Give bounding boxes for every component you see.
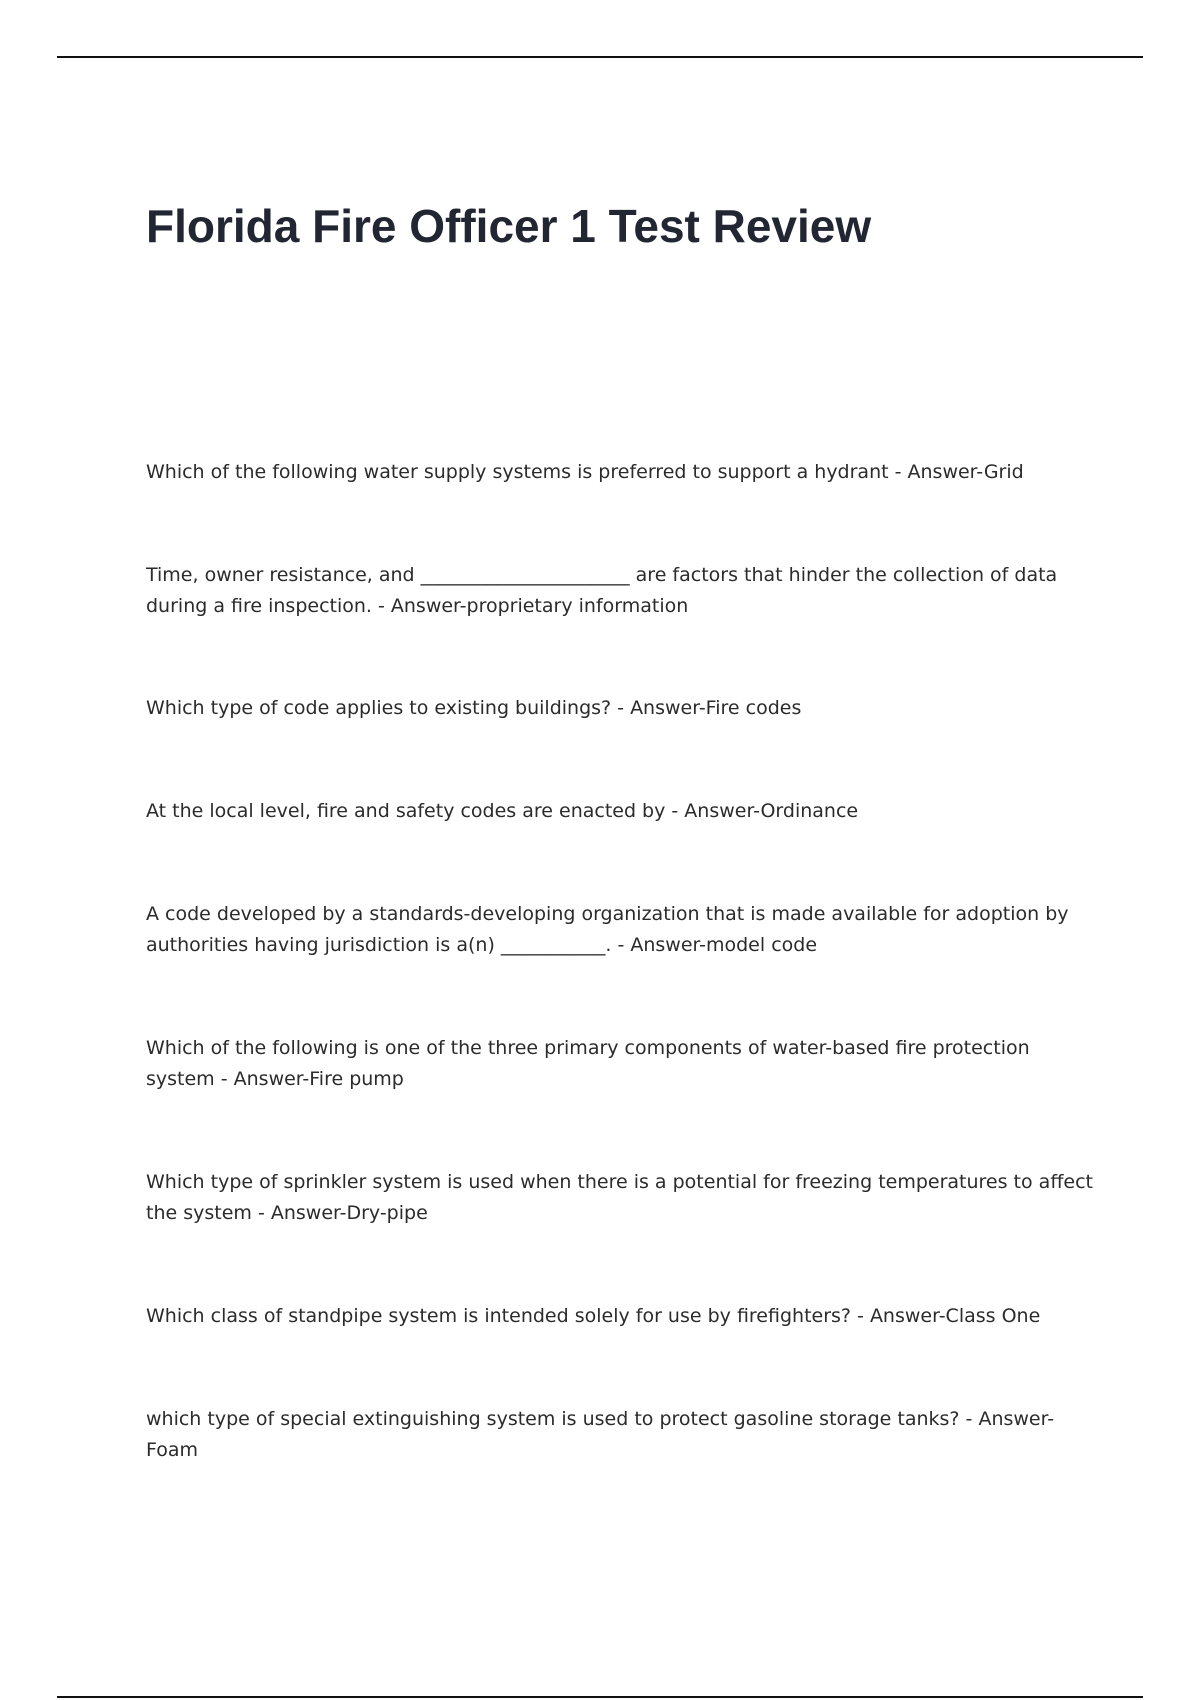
qa-item-1: Which of the following water supply systems is preferred to support a hydrant - Answer-Grid [146, 461, 1024, 483]
qa-item-3: Which type of code applies to existing buildings? - Answer-Fire codes [146, 697, 802, 719]
qa-item-2: Time, owner resistance, and ______________________ are factors that hinder the collection of data during a fire inspection. - Answer-proprietary information [146, 564, 1058, 617]
bottom-divider [57, 1696, 1143, 1698]
qa-item-8: Which class of standpipe system is intended solely for use by firefighters? - Answer-Class One [146, 1305, 1041, 1327]
top-divider [57, 56, 1143, 58]
qa-item-6: Which of the following is one of the three primary components of water-based fire protection system - Answer-Fire pump [146, 1037, 1030, 1090]
qa-item-9: which type of special extinguishing system is used to protect gasoline storage tanks? - Answer-Foam [146, 1408, 1055, 1461]
qa-item-4: At the local level, fire and safety codes are enacted by - Answer-Ordinance [146, 800, 859, 822]
qa-item-7: Which type of sprinkler system is used when there is a potential for freezing temperatures to affect the system - Answer-Dry-pipe [146, 1171, 1093, 1224]
qa-item-5: A code developed by a standards-developing organization that is made available for adoption by authorities having jurisdiction is a(n) ___________. - Answer-model code [146, 903, 1069, 956]
document-title: Florida Fire Officer 1 Test Review [146, 200, 872, 252]
